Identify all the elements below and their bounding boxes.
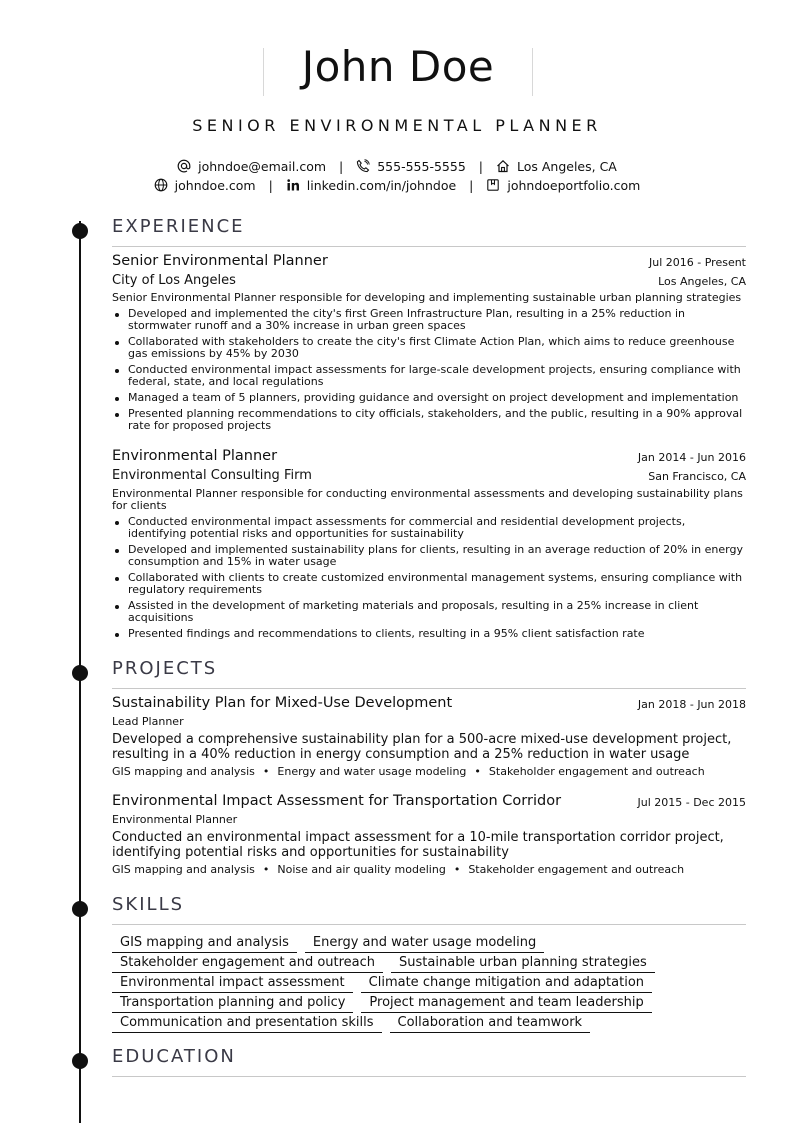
contact-separator: | — [469, 178, 474, 193]
skill-tag: Sustainable urban planning strategies — [391, 955, 655, 973]
skill-tag: Transportation planning and policy — [112, 995, 353, 1013]
email-contact[interactable] — [177, 159, 330, 174]
project-skill: Stakeholder engagement and outreach — [468, 863, 685, 876]
website-contact[interactable] — [154, 178, 260, 193]
contact-row-2 — [0, 178, 794, 193]
list-item: Presented planning recommendations to city officials, stakeholders, and the public, resulting in a 90% approval rate for proposed projects — [112, 408, 746, 432]
email-text: johndoe@email.com — [198, 159, 327, 174]
portfolio-text: johndoeportfolio.com — [507, 178, 641, 193]
name-frame — [263, 42, 533, 96]
skills-row — [112, 991, 660, 1013]
contact-row-1 — [0, 159, 794, 174]
job-location: Los Angeles, CA — [658, 275, 746, 288]
skill-tag: Environmental impact assessment — [112, 975, 353, 993]
contact-separator: | — [478, 159, 483, 174]
website-text: johndoe.com — [174, 178, 256, 193]
timeline-dot-skills — [72, 901, 88, 917]
skills-row — [112, 931, 552, 953]
skill-separator: • — [262, 863, 270, 876]
project-description: Developed a comprehensive sustainability plan for a 500-acre mixed-use development project, resulting in a 40% reduction in energy consumption and a 25% reduction in water usage — [112, 732, 732, 762]
globe-icon — [154, 178, 168, 192]
section-divider — [112, 1076, 746, 1077]
list-item: Developed and implemented sustainability plans for clients, resulting in an average reduction of 20% in energy consumption and 15% in water usage — [112, 544, 746, 568]
job-org: City of Los Angeles — [112, 273, 236, 288]
list-item: Managed a team of 5 planners, providing guidance and oversight on project development and implementation — [112, 392, 746, 404]
home-icon — [496, 159, 510, 173]
project-skills — [112, 765, 705, 778]
at-icon — [177, 159, 191, 173]
skill-tag: Energy and water usage modeling — [305, 935, 544, 953]
skill-separator: • — [474, 765, 481, 778]
job-bullets — [112, 308, 746, 436]
list-item: Developed and implemented the city's first Green Infrastructure Plan, resulting in a 25% reduction in stormwater runoff and a 30% increase in urban green spaces — [112, 308, 746, 332]
section-divider — [112, 688, 746, 689]
skill-tag: Climate change mitigation and adaptation — [361, 975, 652, 993]
project-skill: Stakeholder engagement and outreach — [488, 765, 705, 778]
skills-row — [112, 971, 660, 993]
skills-row — [112, 951, 663, 973]
job-title: Environmental Planner — [112, 448, 278, 464]
job-summary: Environmental Planner responsible for conducting environmental assessments and developing sustainability plans for clients — [112, 487, 743, 512]
skill-tag: Collaboration and teamwork — [390, 1015, 591, 1033]
project-skill: Energy and water usage modeling — [277, 765, 467, 778]
section-divider — [112, 246, 746, 247]
project-skills — [112, 863, 684, 876]
list-item: Assisted in the development of marketing materials and proposals, resulting in a 25% increase in client acquisitions — [112, 600, 746, 624]
phone-text: 555-555-5555 — [377, 159, 466, 174]
location-text: Los Angeles, CA — [516, 159, 617, 174]
section-divider — [112, 924, 746, 925]
project-description: Conducted an environmental impact assessment for a 10-mile transportation corridor project, identifying potential risks and opportunities for sustainability — [112, 830, 724, 860]
project-skill: GIS mapping and analysis — [112, 863, 255, 876]
education-heading: EDUCATION — [112, 1046, 236, 1067]
timeline-dot-experience — [72, 223, 88, 239]
project-skill: Noise and air quality modeling — [277, 863, 446, 876]
job-summary: Senior Environmental Planner responsible for developing and implementing sustainable urban planning strategies — [112, 291, 742, 304]
skill-separator: • — [453, 863, 461, 876]
linkedin-icon — [286, 178, 300, 192]
experience-heading: EXPERIENCE — [112, 216, 245, 237]
project-skill: GIS mapping and analysis — [112, 765, 255, 778]
skill-separator: • — [262, 765, 270, 778]
skill-tag: GIS mapping and analysis — [112, 935, 297, 953]
candidate-role: SENIOR ENVIRONMENTAL PLANNER — [192, 116, 602, 135]
location-contact — [496, 159, 617, 174]
job-dates: Jul 2016 - Present — [649, 256, 746, 269]
contact-separator: | — [339, 159, 344, 174]
list-item: Collaborated with stakeholders to create the city's first Climate Action Plan, which aims to reduce greenhouse gas emissions by 45% by 2030 — [112, 336, 746, 360]
project-dates: Jul 2015 - Dec 2015 — [637, 796, 746, 809]
skills-row — [112, 1011, 598, 1033]
project-title: Environmental Impact Assessment for Transportation Corridor — [112, 793, 562, 809]
skill-tag: Stakeholder engagement and outreach — [112, 955, 383, 973]
project-dates: Jan 2018 - Jun 2018 — [637, 698, 746, 711]
timeline-dot-education — [72, 1053, 88, 1069]
skill-tag: Communication and presentation skills — [112, 1015, 382, 1033]
portfolio-icon — [486, 178, 500, 192]
portfolio-contact[interactable] — [486, 178, 640, 193]
skill-tag: Project management and team leadership — [361, 995, 651, 1013]
projects-heading: PROJECTS — [112, 658, 218, 679]
list-item: Presented findings and recommendations to clients, resulting in a 95% client satisfaction rate — [112, 628, 746, 640]
phone-contact[interactable] — [356, 159, 470, 174]
timeline-dot-projects — [72, 665, 88, 681]
candidate-name: John Doe — [301, 42, 495, 91]
linkedin-text: linkedin.com/in/johndoe — [306, 178, 457, 193]
list-item: Conducted environmental impact assessments for commercial and residential development projects, identifying potential risks and opportunities for sustainability — [112, 516, 746, 540]
skills-heading: SKILLS — [112, 894, 185, 915]
job-title: Senior Environmental Planner — [112, 253, 328, 269]
project-title: Sustainability Plan for Mixed-Use Development — [112, 695, 453, 711]
job-bullets — [112, 516, 746, 644]
phone-icon — [356, 159, 370, 173]
project-role: Environmental Planner — [112, 813, 238, 826]
linkedin-contact[interactable] — [286, 178, 460, 193]
job-org: Environmental Consulting Firm — [112, 468, 312, 483]
contact-separator: | — [268, 178, 273, 193]
job-dates: Jan 2014 - Jun 2016 — [637, 451, 746, 464]
list-item: Collaborated with clients to create customized environmental management systems, ensuring compliance with regulatory requirements — [112, 572, 746, 596]
project-role: Lead Planner — [112, 715, 184, 728]
list-item: Conducted environmental impact assessments for large-scale development projects, ensuring compliance with federal, state, and local regulations — [112, 364, 746, 388]
job-location: San Francisco, CA — [648, 470, 746, 483]
